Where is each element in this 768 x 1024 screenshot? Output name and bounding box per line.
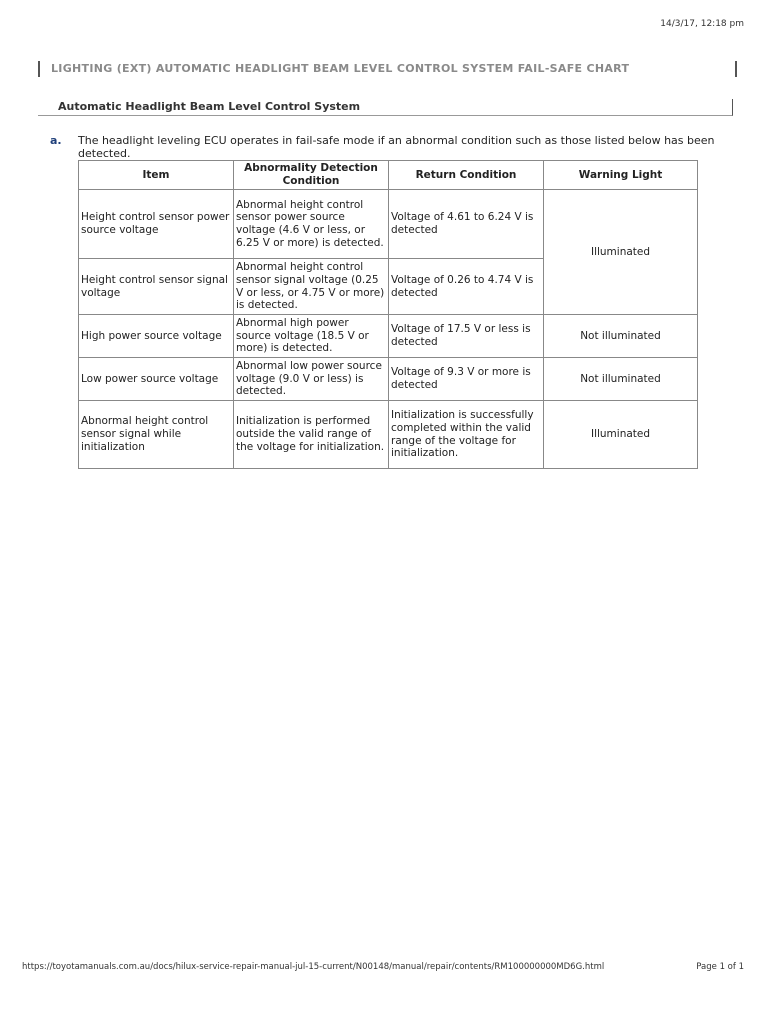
subtitle-bar xyxy=(38,99,733,116)
table-row xyxy=(79,401,698,469)
cell-warning: Illuminated xyxy=(544,190,698,315)
table-row xyxy=(79,315,698,358)
page-number: Page 1 of 1 xyxy=(696,962,744,972)
print-date: 14/3/17, 12:18 pm xyxy=(660,19,744,29)
step-marker: a. xyxy=(50,134,62,147)
fail-safe-table xyxy=(78,160,698,469)
cell-item: High power source voltage xyxy=(79,315,234,358)
cell-warning: Not illuminated xyxy=(544,315,698,358)
subtitle: Automatic Headlight Beam Level Control System xyxy=(58,100,361,113)
cell-return: Initialization is successfully completed within the valid range of the voltage for initialization. xyxy=(389,401,544,469)
header-detection: Abnormality Detection Condition xyxy=(234,161,389,190)
cell-warning: Illuminated xyxy=(544,401,698,469)
cell-return: Voltage of 0.26 to 4.74 V is detected xyxy=(389,259,544,315)
cell-item: Low power source voltage xyxy=(79,358,234,401)
cell-detection: Abnormal height control sensor signal voltage (0.25 V or less, or 4.75 V or more) is detected. xyxy=(234,259,389,315)
cell-item: Abnormal height control sensor signal while initialization xyxy=(79,401,234,469)
footer-url: https://toyotamanuals.com.au/docs/hilux-service-repair-manual-jul-15-current/N00148/manual/repair/contents/RM100000000MD6G.html xyxy=(22,962,605,972)
header-return: Return Condition xyxy=(389,161,544,190)
cell-return: Voltage of 9.3 V or more is detected xyxy=(389,358,544,401)
table-header-row xyxy=(79,161,698,190)
section-title-bar xyxy=(38,61,737,77)
section-title: LIGHTING (EXT) AUTOMATIC HEADLIGHT BEAM LEVEL CONTROL SYSTEM FAIL-SAFE CHART xyxy=(51,62,630,75)
table-row xyxy=(79,190,698,259)
cell-return: Voltage of 17.5 V or less is detected xyxy=(389,315,544,358)
cell-item: Height control sensor power source voltage xyxy=(79,190,234,259)
step-text: The headlight leveling ECU operates in fail-safe mode if an abnormal condition such as those listed below has been detected. xyxy=(78,134,715,160)
cell-detection: Abnormal high power source voltage (18.5 V or more) is detected. xyxy=(234,315,389,358)
header-warning: Warning Light xyxy=(544,161,698,190)
cell-detection: Initialization is performed outside the valid range of the voltage for initialization. xyxy=(234,401,389,469)
cell-detection: Abnormal height control sensor power source voltage (4.6 V or less, or 6.25 V or more) is detected. xyxy=(234,190,389,259)
cell-detection: Abnormal low power source voltage (9.0 V or less) is detected. xyxy=(234,358,389,401)
cell-item: Height control sensor signal voltage xyxy=(79,259,234,315)
cell-return: Voltage of 4.61 to 6.24 V is detected xyxy=(389,190,544,259)
header-item: Item xyxy=(79,161,234,190)
table-row xyxy=(79,358,698,401)
cell-warning: Not illuminated xyxy=(544,358,698,401)
